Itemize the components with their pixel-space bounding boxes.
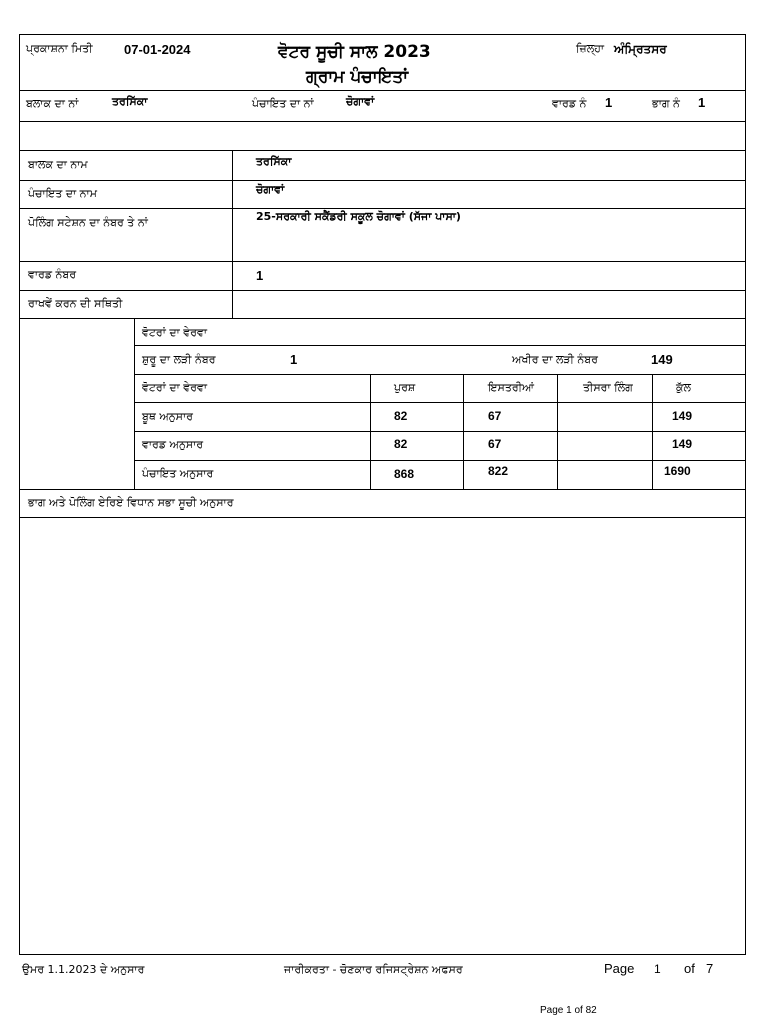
publication-date: 07-01-2024 — [124, 42, 191, 57]
part-label: ਭਾਗ ਨੰ — [652, 97, 680, 110]
page-label: Page — [604, 961, 635, 976]
divider — [652, 374, 653, 489]
page-number: 1 — [654, 962, 661, 976]
divider — [19, 517, 746, 518]
page-total: 7 — [706, 961, 714, 976]
table-cell: 82 — [394, 437, 408, 451]
divider — [19, 208, 746, 209]
divider — [232, 150, 233, 318]
publication-date-label: ਪ੍ਰਕਾਸ਼ਨਾ ਮਿਤੀ — [26, 42, 93, 55]
voters-section-title: ਵੋਟਰਾਂ ਦਾ ਵੇਰਵਾ — [142, 326, 208, 339]
part-value: 1 — [698, 95, 706, 110]
block-name-value: ਤਰਸਿੱਕਾ — [256, 155, 292, 168]
block-value: ਤਰਸਿੱਕਾ — [112, 95, 148, 108]
divider — [134, 431, 746, 432]
end-serial-label: ਅਖੀਰ ਦਾ ਲੜੀ ਨੰਬਰ — [512, 353, 598, 366]
divider — [463, 374, 464, 489]
table-cell: 1690 — [664, 464, 691, 478]
divider — [134, 318, 135, 489]
end-serial-value: 149 — [651, 352, 673, 367]
divider — [134, 345, 746, 346]
table-cell: 149 — [672, 437, 693, 451]
divider — [19, 180, 746, 181]
column-header: ਕੁੱਲ — [676, 381, 691, 394]
divider — [19, 290, 746, 291]
panchayat-value: ਚੋਗਾਵਾਂ — [346, 95, 375, 108]
divider — [134, 374, 746, 375]
table-row-label: ਵਾਰਡ ਅਨੁਸਾਰ — [142, 438, 204, 451]
column-header: ਵੋਟਰਾਂ ਦਾ ਵੇਰਵਾ — [142, 381, 208, 394]
divider — [19, 121, 746, 122]
table-row-label: ਬੂਥ ਅਨੁਸਾਰ — [142, 410, 193, 423]
start-serial-value: 1 — [290, 352, 298, 367]
table-cell: 868 — [394, 467, 415, 481]
age-basis: ਉਮਰ 1.1.2023 ਦੇ ਅਨੁਸਾਰ — [22, 963, 145, 976]
divider — [370, 374, 371, 489]
table-row-label: ਪੰਚਾਇਤ ਅਨੁਸਾਰ — [142, 467, 214, 480]
document-page-indicator: Page 1 of 82 — [540, 1005, 597, 1016]
issuer: ਜਾਰੀਕਰਤਾ - ਚੋਣਕਾਰ ਰਜਿਸਟ੍ਰੇਸ਼ਨ ਅਫਸਰ — [284, 963, 463, 976]
district-label: ਜ਼ਿਲ੍ਹਾ — [576, 42, 605, 55]
polling-station-value: 25-ਸਰਕਾਰੀ ਸਕੈਂਡਰੀ ਸਕੂਲ ਚੋਗਾਵਾਂ (ਸੱਜਾ ਪਾਸਾ) — [256, 210, 461, 223]
divider — [557, 374, 558, 489]
divider — [19, 489, 746, 490]
divider — [19, 90, 746, 91]
table-cell: 82 — [394, 409, 408, 423]
table-cell: 822 — [488, 464, 509, 478]
start-serial-label: ਸ਼ੁਰੂ ਦਾ ਲੜੀ ਨੰਬਰ — [142, 353, 216, 366]
note-text: ਭਾਗ ਅਤੇ ਪੋਲਿੰਗ ਏਰਿਏ ਵਿਧਾਨ ਸਭਾ ਸੂਚੀ ਅਨੁਸਾਰ — [28, 496, 234, 509]
ward-number-value: 1 — [256, 268, 264, 283]
table-cell: 149 — [672, 409, 693, 423]
page-frame — [19, 34, 746, 955]
divider — [19, 318, 746, 319]
panchayat-name-value: ਚੋਗਾਵਾਂ — [256, 183, 285, 196]
column-header: ਇਸਤਰੀਆਂ — [488, 381, 535, 394]
reservation-label: ਰਾਖਵੇਂ ਕਰਨ ਦੀ ਸਥਿਤੀ — [28, 297, 123, 310]
panchayat-name-label: ਪੰਚਾਇਤ ਦਾ ਨਾਮ — [28, 187, 97, 200]
district-value: ਅੰਮ੍ਰਿਤਸਰ — [614, 42, 667, 56]
divider — [134, 402, 746, 403]
table-cell: 67 — [488, 437, 502, 451]
ward-value: 1 — [605, 95, 613, 110]
column-header: ਤੀਸਰਾ ਲਿੰਗ — [583, 381, 633, 394]
ward-label: ਵਾਰਡ ਨੰ — [552, 97, 587, 110]
column-header: ਪੁਰਸ਼ — [394, 381, 416, 394]
block-name-label: ਬਾਲਕ ਦਾ ਨਾਮ — [28, 158, 88, 171]
block-label: ਬਲਾਕ ਦਾ ਨਾਂ — [26, 97, 79, 110]
divider — [19, 261, 746, 262]
table-cell: 67 — [488, 409, 502, 423]
page-subtitle: ਗ੍ਰਾਮ ਪੰਚਾਇਤਾਂ — [306, 67, 409, 87]
divider — [134, 460, 746, 461]
polling-station-label: ਪੋਲਿੰਗ ਸਟੇਸ਼ਨ ਦਾ ਨੰਬਰ ਤੇ ਨਾਂ — [28, 216, 148, 229]
divider — [19, 150, 746, 151]
ward-number-label: ਵਾਰਡ ਨੰਬਰ — [28, 268, 77, 281]
panchayat-label: ਪੰਚਾਇਤ ਦਾ ਨਾਂ — [252, 97, 314, 110]
of-label: of — [684, 961, 695, 976]
page-title: ਵੋਟਰ ਸੂਚੀ ਸਾਲ 2023 — [278, 42, 431, 62]
